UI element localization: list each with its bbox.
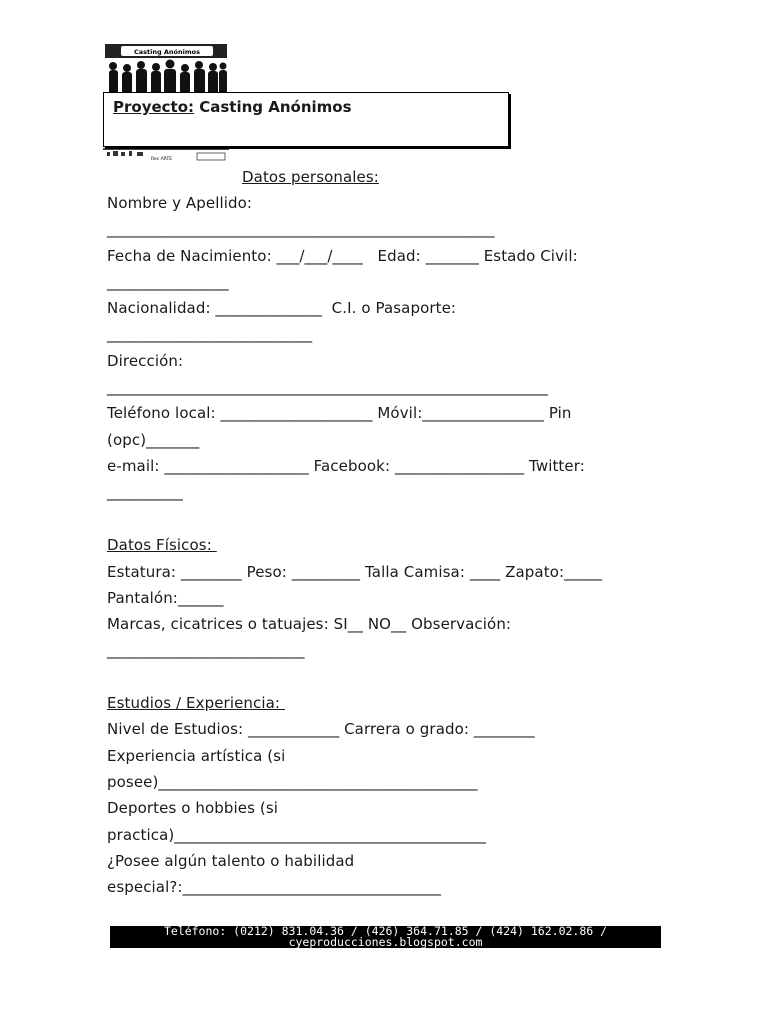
experience-label: Experiencia artística (si <box>107 747 286 765</box>
marks-observation-row[interactable]: Marcas, cicatrices o tatuajes: SI__ NO__ Observación: <box>107 615 512 633</box>
project-name: Casting Anónimos <box>199 98 352 116</box>
id-field-line[interactable]: ___________________________ <box>107 325 313 343</box>
talent-label: ¿Posee algún talento o habilidad <box>107 852 355 870</box>
project-label: Proyecto: <box>113 98 195 116</box>
pants-field-line[interactable]: Pantalón:______ <box>107 589 224 607</box>
logo-small-text: Rec ARTE <box>151 157 173 162</box>
project-title <box>113 98 352 116</box>
address-label: Dirección: <box>107 352 184 370</box>
experience-field-line[interactable]: posee)__________________________________________ <box>107 773 478 791</box>
footer-phones: Teléfono: (0212) 831.04.36 / (426) 364.71.85 / (424) 162.02.86 / <box>163 924 608 938</box>
observation-field-line[interactable]: __________________________ <box>107 641 305 659</box>
logo-brand-text: Casting Anónimos <box>134 48 200 56</box>
contact-footer <box>110 926 661 948</box>
studies-degree-row[interactable]: Nivel de Estudios: ____________ Carrera o grado: ________ <box>107 720 535 738</box>
pin-field-line[interactable]: (opc)_______ <box>107 431 200 449</box>
project-title-box <box>103 92 509 147</box>
studies-heading: Estudios / Experiencia: <box>107 694 285 712</box>
email-social-row[interactable]: e-mail: ___________________ Facebook: _________________ Twitter: <box>107 457 585 475</box>
footer-blog: cyeproducciones.blogspot.com <box>288 935 483 949</box>
birth-age-civil-row[interactable]: Fecha de Nacimiento: ___/___/____ Edad: _______ Estado Civil: <box>107 247 578 265</box>
physical-data-heading: Datos Físicos: <box>107 536 217 554</box>
hobbies-field-line[interactable]: practica)_________________________________________ <box>107 826 486 844</box>
phone-mobile-row[interactable]: Teléfono local: ____________________ Móvil:________________ Pin <box>107 404 572 422</box>
nationality-id-row[interactable]: Nacionalidad: ______________ C.I. o Pasaporte: <box>107 299 457 317</box>
twitter-field-line[interactable]: __________ <box>107 483 183 501</box>
address-field-line[interactable]: __________________________________________________________ <box>107 378 548 396</box>
name-field-line[interactable]: ___________________________________________________ <box>107 220 495 238</box>
personal-data-heading: Datos personales: <box>242 168 379 186</box>
hobbies-label: Deportes o hobbies (si <box>107 799 279 817</box>
height-weight-size-row[interactable]: Estatura: ________ Peso: _________ Talla Camisa: ____ Zapato:_____ <box>107 563 603 581</box>
civil-status-field-line[interactable]: ________________ <box>107 273 229 291</box>
name-label: Nombre y Apellido: <box>107 194 253 212</box>
talent-field-line[interactable]: especial?:__________________________________ <box>107 878 441 896</box>
